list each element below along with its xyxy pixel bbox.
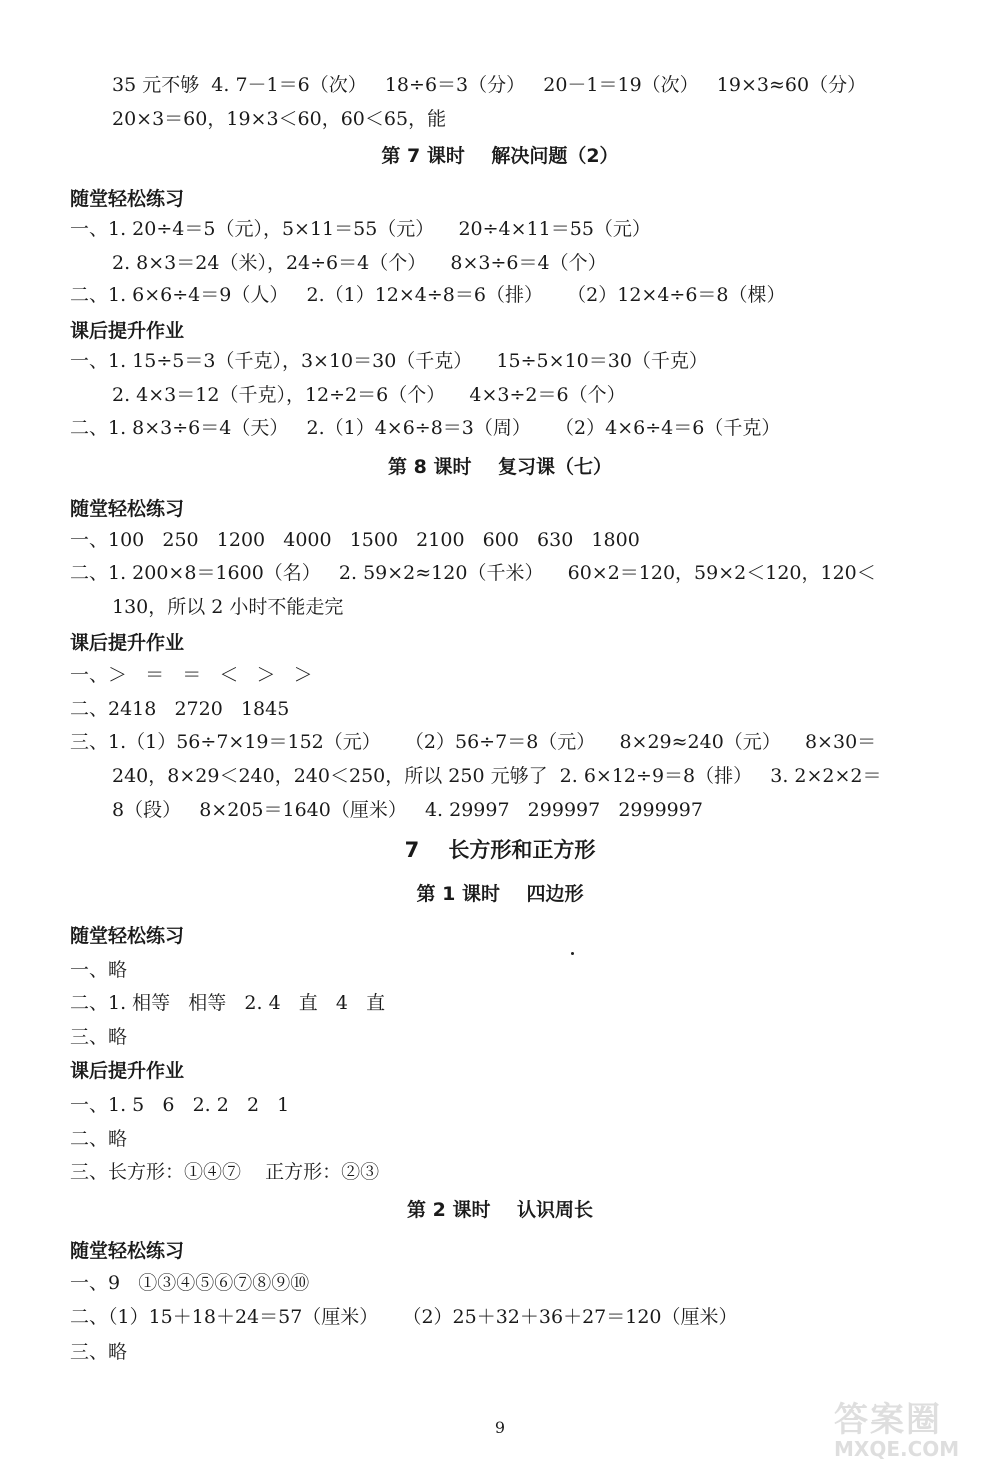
block-heading: 课后提升作业 — [70, 632, 185, 654]
text-line: 二、1. 相等 相等 2. 4 直 4 直 — [70, 992, 386, 1014]
section-heading: 第 1 课时 四边形 — [416, 883, 584, 905]
text-line: 8（段） 8×205＝1640（厘米） 4. 29997 299997 2999997 — [112, 799, 703, 821]
text-line: 一、略 — [70, 959, 128, 981]
text-line: 三、略 — [70, 1026, 128, 1048]
chapter-heading: 7 长方形和正方形 — [404, 838, 596, 862]
text-line: 一、1. 15÷5＝3（千克），3×10＝30（千克） 15÷5×10＝30（千克） — [70, 350, 708, 372]
watermark-logo — [834, 1402, 984, 1462]
text-line: 二、略 — [70, 1128, 128, 1150]
text-line: 一、1. 5 6 2. 2 2 1 — [70, 1094, 290, 1116]
block-heading: 随堂轻松练习 — [70, 925, 185, 947]
text-line: 三、1.（1）56÷7×19＝152（元） （2）56÷7＝8（元） 8×29≈240（元） 8×30＝ — [70, 731, 877, 753]
text-line: 130，所以 2 小时不能走完 — [112, 596, 344, 618]
text-line: 二、2418 2720 1845 — [70, 698, 290, 720]
watermark-site: MXQE.COM — [834, 1437, 960, 1461]
text-line: 一、＞ ＝ ＝ ＜ ＞ ＞ — [70, 664, 313, 686]
text-line: 三、长方形：①④⑦ 正方形：②③ — [70, 1161, 380, 1183]
block-heading: 随堂轻松练习 — [70, 498, 185, 520]
section-heading: 第 7 课时 解决问题（2） — [381, 145, 619, 167]
text-line: 35 元不够 4. 7－1＝6（次） 18÷6＝3（分） 20－1＝19（次） 19×3≈60（分） — [112, 74, 867, 96]
text-line: 二、1. 200×8＝1600（名） 2. 59×2≈120（千米） 60×2＝120，59×2＜120，120＜ — [70, 562, 876, 584]
text-line: 2. 8×3＝24（米），24÷6＝4（个） 8×3÷6＝4（个） — [112, 252, 607, 274]
stray-dot — [571, 952, 574, 955]
text-line: 二、1. 6×6÷4＝9（人） 2.（1）12×4÷8＝6（排） （2）12×4÷6＝8（棵） — [70, 284, 786, 306]
watermark-title: 答案圈 — [834, 1400, 942, 1440]
text-line: 一、100 250 1200 4000 1500 2100 600 630 1800 — [70, 529, 640, 551]
block-heading: 课后提升作业 — [70, 1060, 185, 1082]
text-line: 二、1. 8×3÷6＝4（天） 2.（1）4×6÷8＝3（周） （2）4×6÷4＝6（千克） — [70, 417, 781, 439]
text-line: 240，8×29＜240，240＜250，所以 250 元够了 2. 6×12÷9＝8（排） 3. 2×2×2＝ — [112, 765, 882, 787]
block-heading: 随堂轻松练习 — [70, 188, 185, 210]
text-line: 一、1. 20÷4＝5（元），5×11＝55（元） 20÷4×11＝55（元） — [70, 218, 651, 240]
section-heading: 第 2 课时 认识周长 — [407, 1199, 593, 1221]
text-line: 20×3＝60，19×3＜60，60＜65，能 — [112, 108, 447, 130]
text-line: 二、（1）15＋18＋24＝57（厘米） （2）25＋32＋36＋27＝120（厘米） — [70, 1306, 738, 1328]
text-line: 一、9 ①③④⑤⑥⑦⑧⑨⑩ — [70, 1272, 310, 1294]
block-heading: 课后提升作业 — [70, 320, 185, 342]
section-heading: 第 8 课时 复习课（七） — [388, 456, 612, 478]
page-number: 9 — [494, 1418, 506, 1437]
text-line: 三、略 — [70, 1341, 128, 1363]
text-line: 2. 4×3＝12（千克），12÷2＝6（个） 4×3÷2＝6（个） — [112, 384, 626, 406]
block-heading: 随堂轻松练习 — [70, 1240, 185, 1262]
